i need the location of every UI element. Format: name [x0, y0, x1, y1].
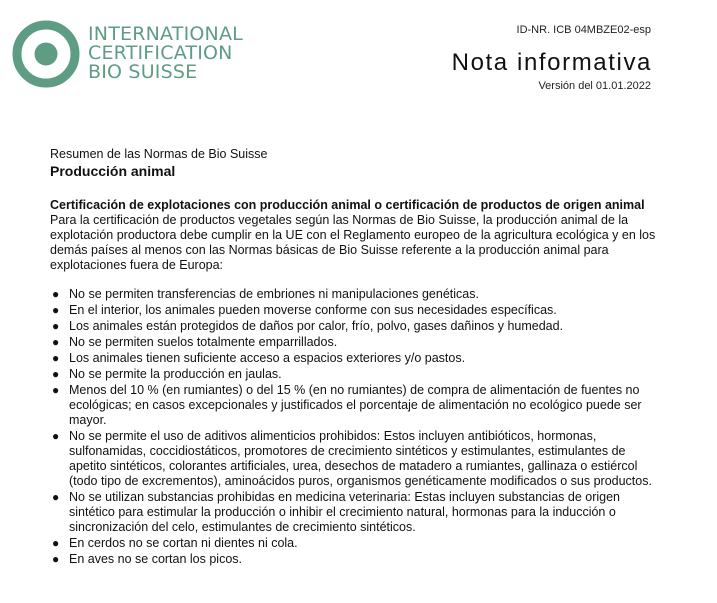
list-item — [50, 287, 660, 302]
document-title: Producción animal — [50, 163, 176, 179]
list-item-text: No se utilizan substancias prohibidas en medicina veterinaria: Estas incluyen substancias de origen sintético para estimular la producción o inhibir el crecimiento natural, hormonas para la inducción o sincronización del celo, estimulantes de crecimiento sintéticos. — [69, 490, 621, 534]
document-subtitle: Resumen de las Normas de Bio Suisse — [50, 147, 268, 161]
brand-name — [88, 25, 243, 82]
section-heading: Certificación de explotaciones con producción animal o certificación de productos de origen animal — [50, 198, 645, 212]
list-item — [50, 383, 660, 428]
bio-suisse-circle-logo-icon — [12, 20, 80, 88]
list-item-text: No se permiten transferencias de embriones ni manipulaciones genéticas. — [69, 287, 479, 301]
bullet-icon: ● — [52, 319, 60, 333]
list-item — [50, 319, 660, 334]
list-item — [50, 490, 660, 535]
document-id: ID-NR. ICB 04MBZE02-esp — [516, 24, 651, 36]
brand-line-2: CERTIFICATION — [88, 42, 233, 64]
requirements-list — [50, 287, 660, 567]
version-date: Versión del 01.01.2022 — [538, 80, 651, 92]
list-item — [50, 335, 660, 350]
intro-paragraph: Para la certificación de productos vegetales según las Normas de Bio Suisse, la producción animal de la explotación productora debe cumplir en la UE con el Reglamento europeo de la agricultura ecológica y en los demás países al menos con las Normas básicas de Bio Suisse referente a la producción animal para explotaciones fuera de Europa: — [50, 213, 656, 272]
list-item-text: En cerdos no se cortan ni dientes ni cola. — [69, 536, 298, 550]
bullet-icon: ● — [52, 383, 60, 397]
document-body — [50, 198, 660, 568]
list-item-text: En el interior, los animales pueden moverse conforme con sus necesidades específicas. — [69, 303, 557, 317]
brand-line-3: BIO SUISSE — [88, 61, 198, 83]
list-item — [50, 367, 660, 382]
list-item — [50, 429, 660, 489]
bullet-icon: ● — [52, 287, 60, 301]
document-type-heading: Nota informativa — [451, 49, 652, 76]
list-item — [50, 351, 660, 366]
bullet-icon: ● — [52, 490, 60, 504]
bullet-icon: ● — [52, 335, 60, 349]
bullet-icon: ● — [52, 351, 60, 365]
list-item-text: Los animales están protegidos de daños por calor, frío, polvo, gases dañinos y humedad. — [69, 319, 564, 333]
list-item-text: Los animales tienen suficiente acceso a espacios exteriores y/o pastos. — [69, 351, 466, 365]
bullet-icon: ● — [52, 303, 60, 317]
bullet-icon: ● — [52, 367, 60, 381]
list-item — [50, 536, 660, 551]
list-item — [50, 303, 660, 318]
list-item-text: No se permite el uso de aditivos alimenticios prohibidos: Estos incluyen antibióticos, hormonas, sulfonamidas, coccidiostáticos, promotores de crecimiento sintéticos y estimulantes, estimulantes de apetito sintéticos, colorantes artificiales, urea, desechos de matadero a rumiantes, gallinaza o estiércol (todo tipo de excrementos), aminoácidos puros, organismos genéticamente modificados o sus productos. — [69, 429, 652, 488]
list-item-text: En aves no se cortan los picos. — [69, 552, 243, 566]
bio-suisse-logo — [12, 20, 252, 90]
list-item — [50, 552, 660, 567]
list-item-text: Menos del 10 % (en rumiantes) o del 15 % (en no rumiantes) de compra de alimentación de fuentes no ecológicas; en casos excepcionales y justificados el porcentaje de alimentación no ecológico puede ser mayor. — [69, 383, 642, 427]
bullet-icon: ● — [52, 429, 60, 443]
bullet-icon: ● — [52, 552, 60, 566]
bullet-icon: ● — [52, 536, 60, 550]
brand-line-1: INTERNATIONAL — [88, 23, 243, 45]
list-item-text: No se permiten suelos totalmente emparrillados. — [69, 335, 338, 349]
list-item-text: No se permite la producción en jaulas. — [69, 367, 282, 381]
